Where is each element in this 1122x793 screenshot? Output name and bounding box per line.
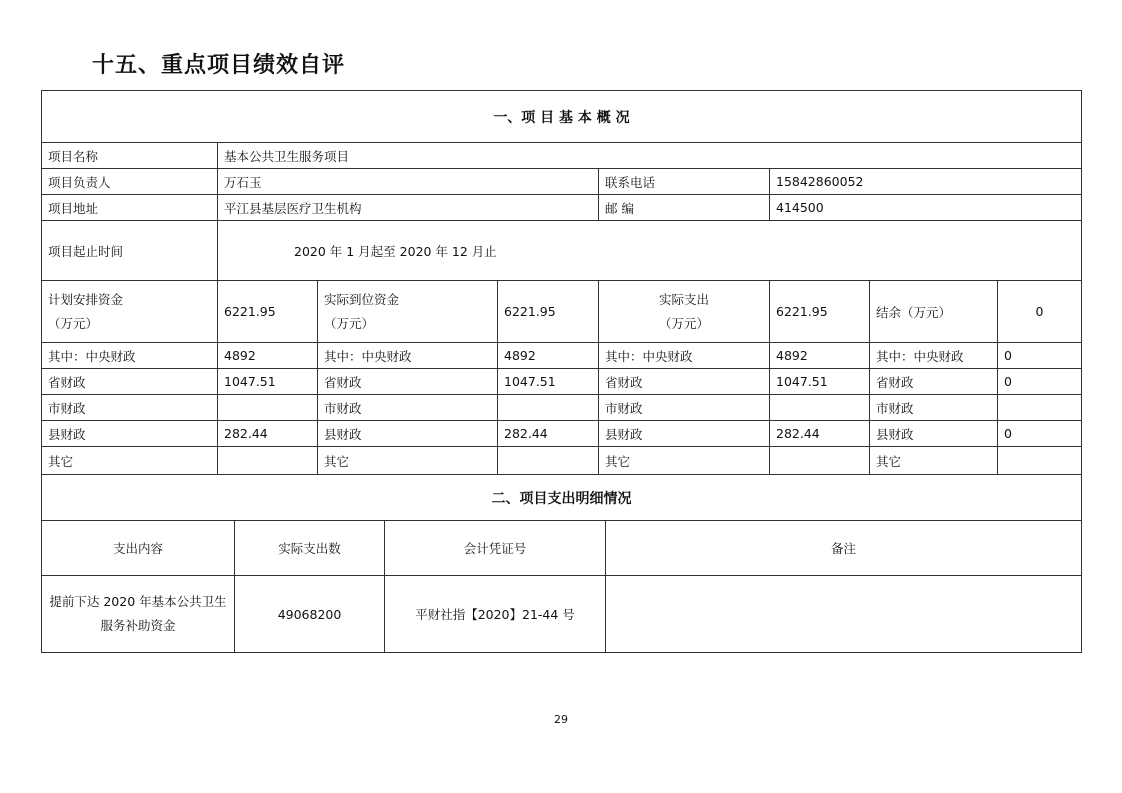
received-funds-label-line2: （万元） (324, 315, 375, 331)
funds-row-label: 县财政 (599, 421, 770, 447)
funds-row-planned (218, 395, 318, 421)
funds-row-label: 省财政 (42, 369, 218, 395)
period-value: 2020 年 1 月起至 2020 年 12 月止 (218, 221, 1082, 281)
address-value: 平江县基层医疗卫生机构 (218, 195, 599, 221)
funds-row-province (42, 369, 1082, 395)
funds-row-balance (998, 447, 1082, 475)
funds-row-central (42, 343, 1082, 369)
owner-label: 项目负责人 (42, 169, 218, 195)
funds-row-city (42, 395, 1082, 421)
postcode-label: 邮 编 (599, 195, 770, 221)
spent-funds-label-line1: 实际支出 (658, 291, 709, 307)
funds-row-other (42, 447, 1082, 475)
funds-row-label: 市财政 (870, 395, 998, 421)
balance-value: 0 (998, 281, 1082, 343)
funds-row-label: 市财政 (42, 395, 218, 421)
page-number: 29 (554, 713, 568, 726)
received-funds-value: 6221.95 (498, 281, 599, 343)
planned-funds-label-line2: （万元） (48, 315, 99, 331)
spent-funds-value: 6221.95 (770, 281, 870, 343)
funds-row-spent (770, 447, 870, 475)
funds-row-received: 282.44 (498, 421, 599, 447)
funds-row-received (498, 447, 599, 475)
funds-row-balance: 0 (998, 343, 1082, 369)
balance-label: 结余（万元） (870, 281, 998, 343)
funds-row-spent: 4892 (770, 343, 870, 369)
planned-funds-label-line1: 计划安排资金 (48, 291, 124, 307)
funds-row-planned (218, 447, 318, 475)
funds-row-label: 其中：中央财政 (42, 343, 218, 369)
funds-row-label: 县财政 (870, 421, 998, 447)
project-name-value: 基本公共卫生服务项目 (218, 143, 1082, 169)
funds-row-label: 其中：中央财政 (599, 343, 770, 369)
funds-row-received (498, 395, 599, 421)
owner-value: 万石玉 (218, 169, 599, 195)
section-heading-overview: 一、项 目 基 本 概 况 (42, 91, 1082, 143)
postcode-value: 414500 (770, 195, 1082, 221)
address-label: 项目地址 (42, 195, 218, 221)
funds-row-spent: 282.44 (770, 421, 870, 447)
funds-row-balance: 0 (998, 369, 1082, 395)
funds-row-balance (998, 395, 1082, 421)
project-overview-table (41, 90, 1082, 521)
received-funds-label-line1: 实际到位资金 (324, 291, 400, 307)
funds-row-balance: 0 (998, 421, 1082, 447)
received-funds-label (318, 281, 498, 343)
funds-row-label: 其它 (42, 447, 218, 475)
expenditure-content-line1: 提前下达 2020 年基本公共卫生 (49, 594, 227, 609)
expenditure-row (42, 576, 1082, 653)
funds-row-received: 1047.51 (498, 369, 599, 395)
funds-row-label: 其它 (599, 447, 770, 475)
funds-row-label: 其中：中央财政 (318, 343, 498, 369)
header-amount: 实际支出数 (235, 521, 385, 576)
phone-label: 联系电话 (599, 169, 770, 195)
period-label: 项目起止时间 (42, 221, 218, 281)
funds-row-label: 其它 (870, 447, 998, 475)
funds-row-label: 省财政 (870, 369, 998, 395)
funds-row-spent (770, 395, 870, 421)
expenditure-remark (606, 576, 1082, 653)
planned-funds-label (42, 281, 218, 343)
header-content: 支出内容 (42, 521, 235, 576)
funds-row-label: 省财政 (599, 369, 770, 395)
spent-funds-label (599, 281, 770, 343)
expenditure-content-line2: 服务补助资金 (100, 618, 176, 633)
expenditure-amount: 49068200 (235, 576, 385, 653)
funds-row-label: 县财政 (318, 421, 498, 447)
funds-row-planned: 282.44 (218, 421, 318, 447)
expenditure-header-row (42, 521, 1082, 576)
spent-funds-label-line2: （万元） (658, 315, 709, 331)
funds-row-received: 4892 (498, 343, 599, 369)
funds-row-planned: 1047.51 (218, 369, 318, 395)
funds-row-label: 市财政 (599, 395, 770, 421)
funds-row-label: 其中：中央财政 (870, 343, 998, 369)
funds-row-label: 市财政 (318, 395, 498, 421)
expenditure-voucher: 平财社指【2020】21-44 号 (385, 576, 606, 653)
expenditure-detail-table (41, 520, 1082, 653)
funds-row-county (42, 421, 1082, 447)
section-heading-expenditure: 二、项目支出明细情况 (42, 475, 1082, 521)
funds-row-planned: 4892 (218, 343, 318, 369)
funds-row-label: 其它 (318, 447, 498, 475)
phone-value: 15842860052 (770, 169, 1082, 195)
page-title: 十五、重点项目绩效自评 (92, 53, 346, 78)
project-name-label: 项目名称 (42, 143, 218, 169)
funds-row-label: 省财政 (318, 369, 498, 395)
funds-row-spent: 1047.51 (770, 369, 870, 395)
funds-row-label: 县财政 (42, 421, 218, 447)
header-remark: 备注 (606, 521, 1082, 576)
expenditure-content (42, 576, 235, 653)
header-voucher: 会计凭证号 (385, 521, 606, 576)
planned-funds-value: 6221.95 (218, 281, 318, 343)
